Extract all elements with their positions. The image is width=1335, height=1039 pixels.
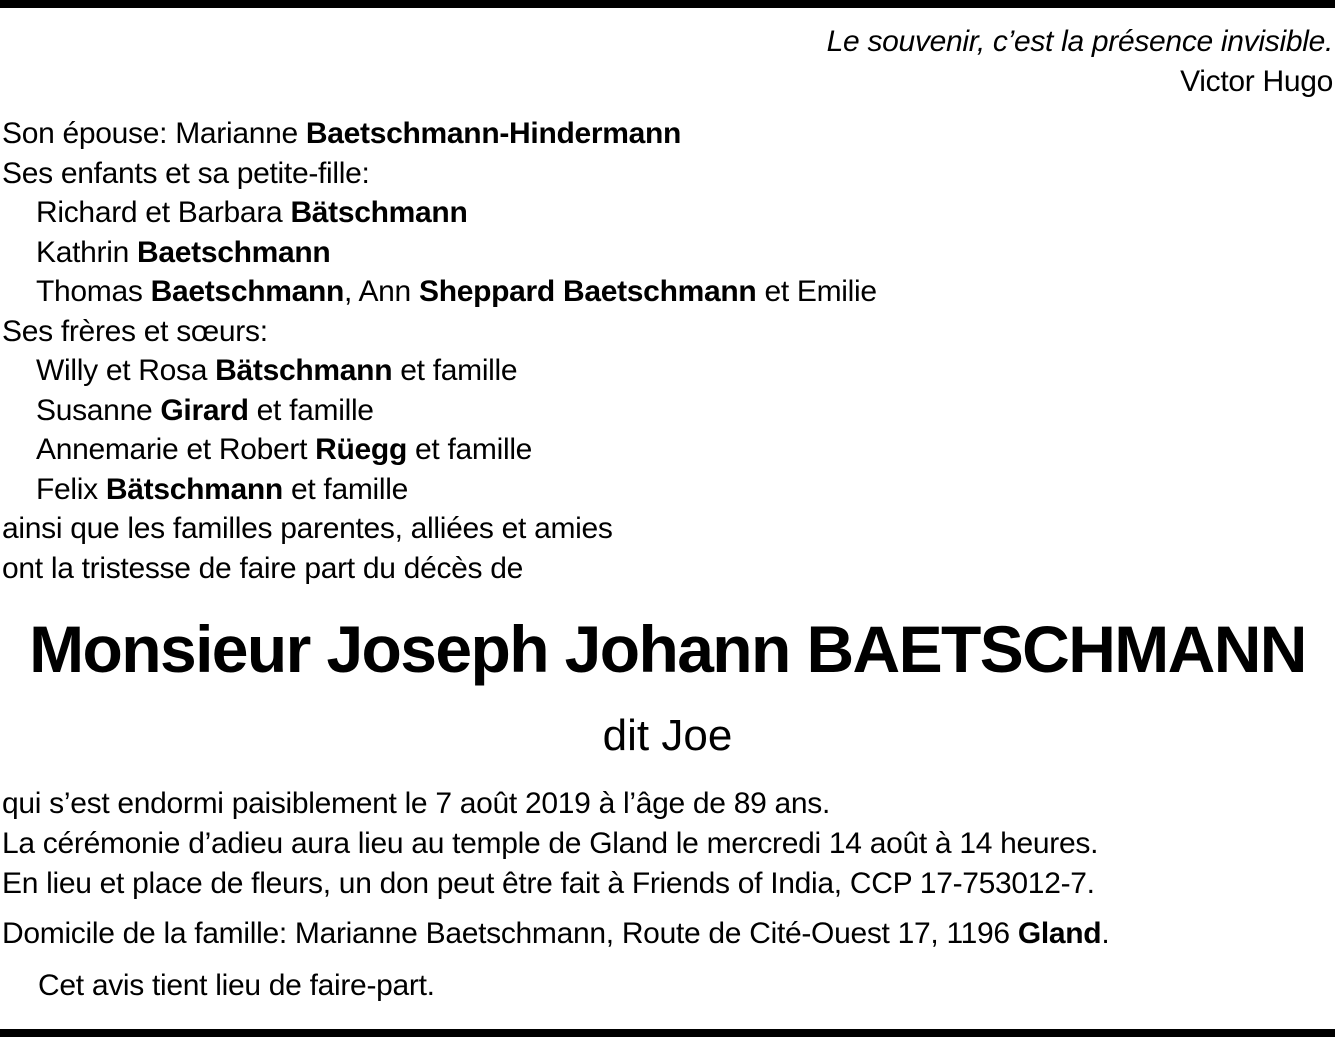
sibling-given: Felix bbox=[36, 472, 106, 506]
child-partner-surname: Sheppard Baetschmann bbox=[418, 275, 757, 308]
sibling-surname: Bätschmann bbox=[105, 472, 283, 506]
sibling-given: Willy et Rosa bbox=[36, 354, 216, 387]
child-surname: Baetschmann bbox=[137, 235, 331, 269]
sibling-line bbox=[2, 430, 1322, 470]
children-heading: Ses enfants et sa petite-fille: bbox=[2, 156, 370, 190]
relatives-line: ainsi que les familles parentes, alliées et amies bbox=[2, 512, 613, 545]
child-given: Kathrin bbox=[36, 235, 137, 269]
child-partner-given: , Ann bbox=[344, 275, 419, 308]
siblings-heading: Ses frères et sœurs: bbox=[2, 314, 268, 348]
child-line bbox=[2, 233, 1322, 273]
spouse-line bbox=[2, 114, 1322, 154]
epigraph-quote: Le souvenir, c’est la présence invisible. bbox=[826, 25, 1333, 58]
details-block bbox=[2, 784, 1322, 904]
sibling-surname: Rüegg bbox=[315, 433, 407, 466]
child-surname: Bätschmann bbox=[290, 196, 468, 229]
deceased-name: Monsieur Joseph Johann BAETSCHMANN bbox=[29, 612, 1306, 686]
child-given: Thomas bbox=[36, 275, 151, 308]
sibling-suffix: et famille bbox=[406, 433, 533, 466]
sibling-line bbox=[2, 470, 1322, 510]
ceremony-line: La cérémonie d’adieu aura lieu au temple de Gland le mercredi 14 août à 14 heures. bbox=[2, 827, 1099, 860]
domicile-address: Domicile de la famille: Marianne Baetschmann, Route de Cité-Ouest 17, 1196 bbox=[2, 917, 1018, 950]
child-given: Richard et Barbara bbox=[36, 196, 291, 229]
top-border-rule bbox=[0, 0, 1335, 8]
sibling-line bbox=[2, 351, 1322, 391]
passing-line: qui s’est endormi paisiblement le 7 août 2019 à l’âge de 89 ans. bbox=[2, 787, 831, 820]
announcement-line: ont la tristesse de faire part du décès de bbox=[2, 551, 524, 585]
child-line bbox=[2, 193, 1322, 233]
spouse-surname: Baetschmann-Hindermann bbox=[305, 117, 682, 150]
domicile-city: Gland bbox=[1017, 917, 1102, 950]
spouse-label: Son épouse: Marianne bbox=[2, 117, 306, 150]
deceased-nickname: dit Joe bbox=[602, 711, 733, 760]
sibling-suffix: et famille bbox=[392, 354, 518, 387]
sibling-line bbox=[2, 391, 1322, 431]
sibling-surname: Bätschmann bbox=[215, 354, 393, 387]
epigraph bbox=[827, 22, 1333, 102]
epigraph-author: Victor Hugo bbox=[1180, 65, 1333, 98]
child-suffix: et Emilie bbox=[756, 275, 877, 308]
closing-note: Cet avis tient lieu de faire-part. bbox=[38, 969, 435, 1002]
sibling-given: Susanne bbox=[36, 393, 161, 427]
sibling-suffix: et famille bbox=[248, 393, 374, 427]
sibling-suffix: et famille bbox=[282, 472, 409, 506]
bottom-border-rule bbox=[0, 1029, 1335, 1037]
donation-line: En lieu et place de fleurs, un don peut être fait à Friends of India, CCP 17-753012-7. bbox=[2, 867, 1095, 900]
sibling-surname: Girard bbox=[160, 393, 249, 427]
domicile-period: . bbox=[1101, 917, 1110, 950]
domicile-line bbox=[2, 914, 1322, 954]
family-list bbox=[2, 114, 1322, 588]
child-line bbox=[2, 272, 1322, 312]
sibling-given: Annemarie et Robert bbox=[36, 433, 316, 466]
child-surname: Baetschmann bbox=[150, 275, 345, 308]
